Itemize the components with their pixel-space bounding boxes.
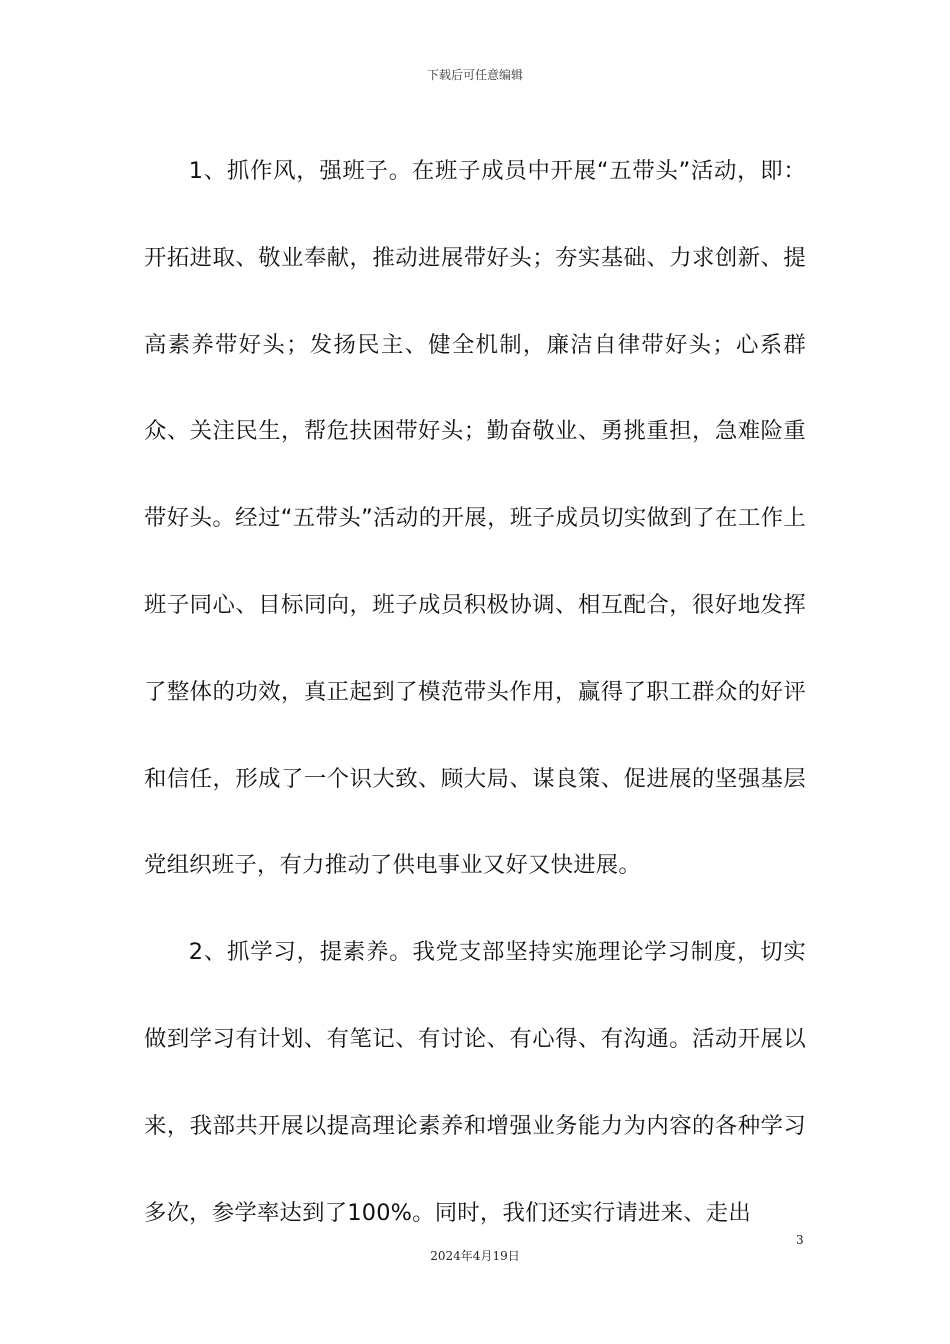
footer-date: 2024年4月19日 [430, 1249, 520, 1263]
paragraph: 2、抓学习，提素养。我党支部坚持实施理论学习制度，切实做到学习有计划、有笔记、有讨论、有心得、有沟通。活动开展以来，我部共开展以提高理论素养和增强业务能力为内容的各种学习多次，参学率达到了100%。同时，我们还实行请进来、走出 [144, 939, 806, 1226]
page-number: 3 [796, 1233, 804, 1247]
page-header: 下载后可任意编辑 [426, 68, 523, 82]
document-body [144, 128, 806, 1256]
paragraph: 1、抓作风，强班子。在班子成员中开展“五带头”活动，即：开拓进取、敬业奉献，推动进展带好头；夯实基础、力求创新、提高素养带好头；发扬民主、健全机制，廉洁自律带好头；心系群众、关注民生，帮危扶困带好头；勤奋敬业、勇挑重担，急难险重带好头。经过“五带头”活动的开展，班子成员切实做到了在工作上班子同心、目标同向，班子成员积极协调、相互配合，很好地发挥了整体的功效，真正起到了模范带头作用，赢得了职工群众的好评和信任，形成了一个识大致、顾大局、谋良策、促进展的坚强基层党组织班子，有力推动了供电事业又好又快进展。 [144, 158, 806, 879]
